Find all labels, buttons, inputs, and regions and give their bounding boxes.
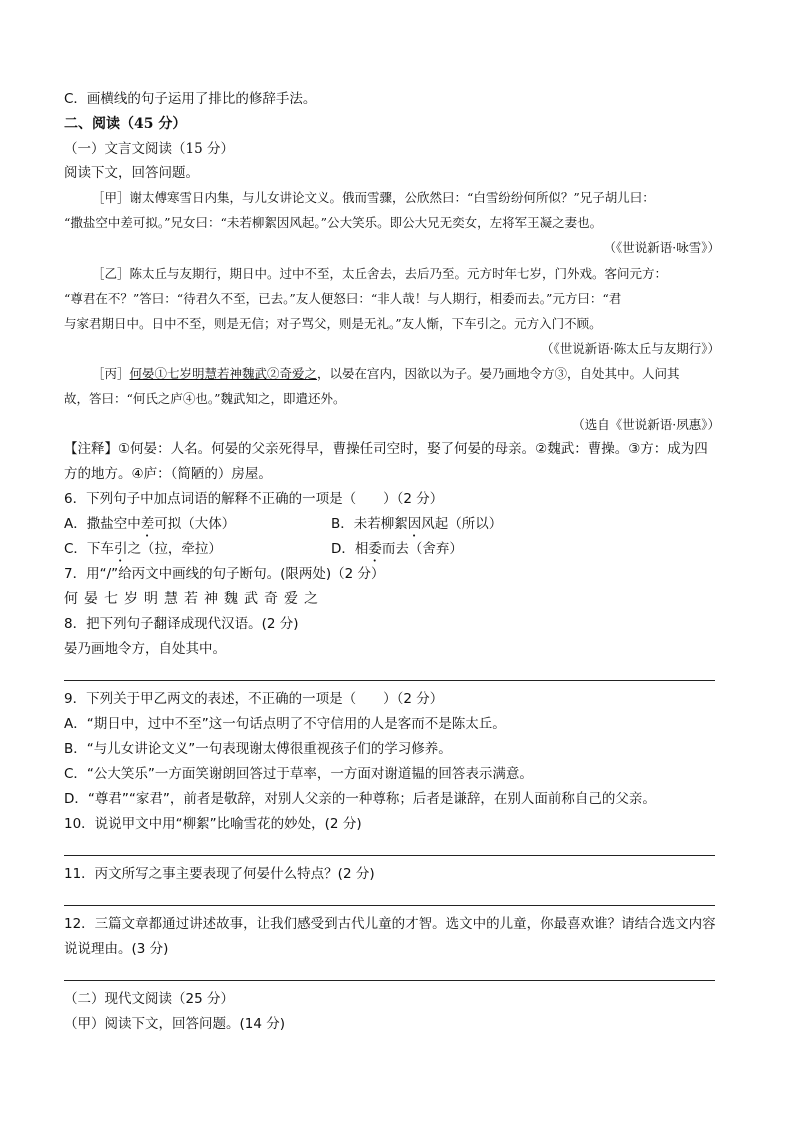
passage-yi-line-3: 与家君期日中。日中不至，则是无信；对子骂父，则是无礼。”友人惭，下车引之。元方入门不顾。 <box>64 316 602 331</box>
question-10: 10．说说甲文中用“柳絮”比喻雪花的妙处，(2 分) <box>64 816 362 832</box>
question-6-option-d <box>331 541 463 565</box>
subsection-2-title: （二）现代文阅读（25 分） <box>64 991 234 1007</box>
passage-bing-line-1 <box>92 366 680 381</box>
dotted-word: 引 <box>113 541 128 557</box>
option-text: B．未若柳絮 <box>331 516 408 532</box>
option-text: 可拟（大体） <box>154 516 236 532</box>
question-6-option-a <box>64 516 235 540</box>
question-7: 7．用“/”给丙文中画线的句子断句。(限两处)（2 分） <box>64 566 385 582</box>
annotation-line-2: 方的地方。④庐：（简陋的）房屋。 <box>64 466 272 482</box>
option-text: C．下车 <box>64 541 114 557</box>
question-8-sentence: 晏乃画地令方，自处其中。 <box>64 641 226 657</box>
passage-bing-source: （选自《世说新语·夙惠》） <box>572 417 720 432</box>
passage-yi-line-2: “尊君在不？”答曰：“待君久不至，已去。”友人便怒曰：“非人哉！与人期行，相委而去。”元方曰：“君 <box>64 291 622 306</box>
question-9-option-d: D．“尊君”“家君”，前者是敬辞，对别人父亲的一种尊称；后者是谦辞，在别人面前称自己的父亲。 <box>64 791 656 807</box>
question-9: 9．下列关于甲乙两文的表述，不正确的一项是（ ）（2 分） <box>64 691 444 707</box>
section-2-title: 二、阅读（45 分） <box>64 116 187 132</box>
question-12-line-1: 12．三篇文章都通过讲述故事，让我们感受到古代儿童的才智。选文中的儿童，你最喜欢谁？请结合选文内容 <box>64 916 716 932</box>
answer-line-11 <box>64 905 715 906</box>
subsection-1-instruction: 阅读下文，回答问题。 <box>64 165 199 181</box>
annotation-line-1: 【注释】①何晏：人名。何晏的父亲死得早，曹操任司空时，娶了何晏的母亲。②魏武：曹操。③方：成为四 <box>64 441 708 457</box>
passage-bing-line-2: 故，答曰：“何氏之庐④也。”魏武知之，即遣还外。 <box>64 391 346 406</box>
passage-jia-source: （《世说新语·咏雪》） <box>603 240 720 255</box>
question-11: 11．丙文所写之事主要表现了何晏什么特点？(2 分) <box>64 866 375 882</box>
option-text: 之（拉，牵拉） <box>127 541 222 557</box>
passage-bing-underlined-sentence: 何晏①七岁明慧若神魏武②奇爱之 <box>129 366 318 381</box>
passage-yi-line-1: ［乙］陈太丘与友期行，期日中。过中不至，太丘舍去，去后乃至。元方时年七岁，门外戏。客问元方： <box>92 266 668 281</box>
option-text: D．相 <box>331 541 369 557</box>
option-c-previous: C．画横线的句子运用了排比的修辞手法。 <box>64 91 317 107</box>
question-8: 8．把下列句子翻译成现代汉语。(2 分) <box>64 616 299 632</box>
question-9-option-a: A．“期日中，过中不至”这一句话点明了不守信用的人是客而不是陈太丘。 <box>64 716 506 732</box>
question-6-option-c <box>64 541 222 565</box>
question-7-sentence: 何晏七岁明慧若神魏武奇爱之 <box>64 591 324 607</box>
answer-line-10 <box>64 855 715 856</box>
answer-line-12 <box>64 980 715 981</box>
question-6: 6．下列句子中加点词语的解释不正确的一项是（ ）（2 分） <box>64 491 444 507</box>
question-9-option-c: C．“公大笑乐”一方面笑谢朗回答过于草率，一方面对谢道韫的回答表示满意。 <box>64 766 533 782</box>
question-12-line-2: 说说理由。(3 分) <box>64 941 169 957</box>
question-9-option-b: B．“与儿女讲论文义”一句表现谢太傅很重视孩子们的学习修养。 <box>64 741 452 757</box>
answer-line-8 <box>64 680 715 681</box>
dotted-word: 委 <box>368 541 382 557</box>
question-6-option-b <box>331 516 502 540</box>
passage-yi-source: （《世说新语·陈太丘与友期行》） <box>541 341 720 356</box>
subsection-2-jia-instruction: （甲）阅读下文，回答问题。(14 分) <box>64 1016 286 1032</box>
dotted-word: 差 <box>140 516 155 532</box>
passage-bing-line-1-rest: ，以晏在宫内，因欲以为子。晏乃画地令方③，自处其中。人问其 <box>317 366 680 381</box>
passage-bing-label: ［丙］ <box>92 366 130 381</box>
passage-jia-line-1: ［甲］谢太傅寒雪日内集，与儿女讲论文义。俄而雪骤，公欣然曰：“白雪纷纷何所似？”兄子胡儿曰： <box>92 190 655 205</box>
dotted-word: 因 <box>407 516 422 532</box>
option-text: 风起（所以） <box>421 516 503 532</box>
subsection-1-title: （一）文言文阅读（15 分） <box>64 141 234 157</box>
option-text: 而去（舍弃） <box>381 541 463 557</box>
option-text: A．撒盐空中 <box>64 516 141 532</box>
passage-jia-line-2: “撒盐空中差可拟。”兄女曰：“未若柳絮因风起。”公大笑乐。即公大兄无奕女，左将军王凝之妻也。 <box>64 215 603 230</box>
